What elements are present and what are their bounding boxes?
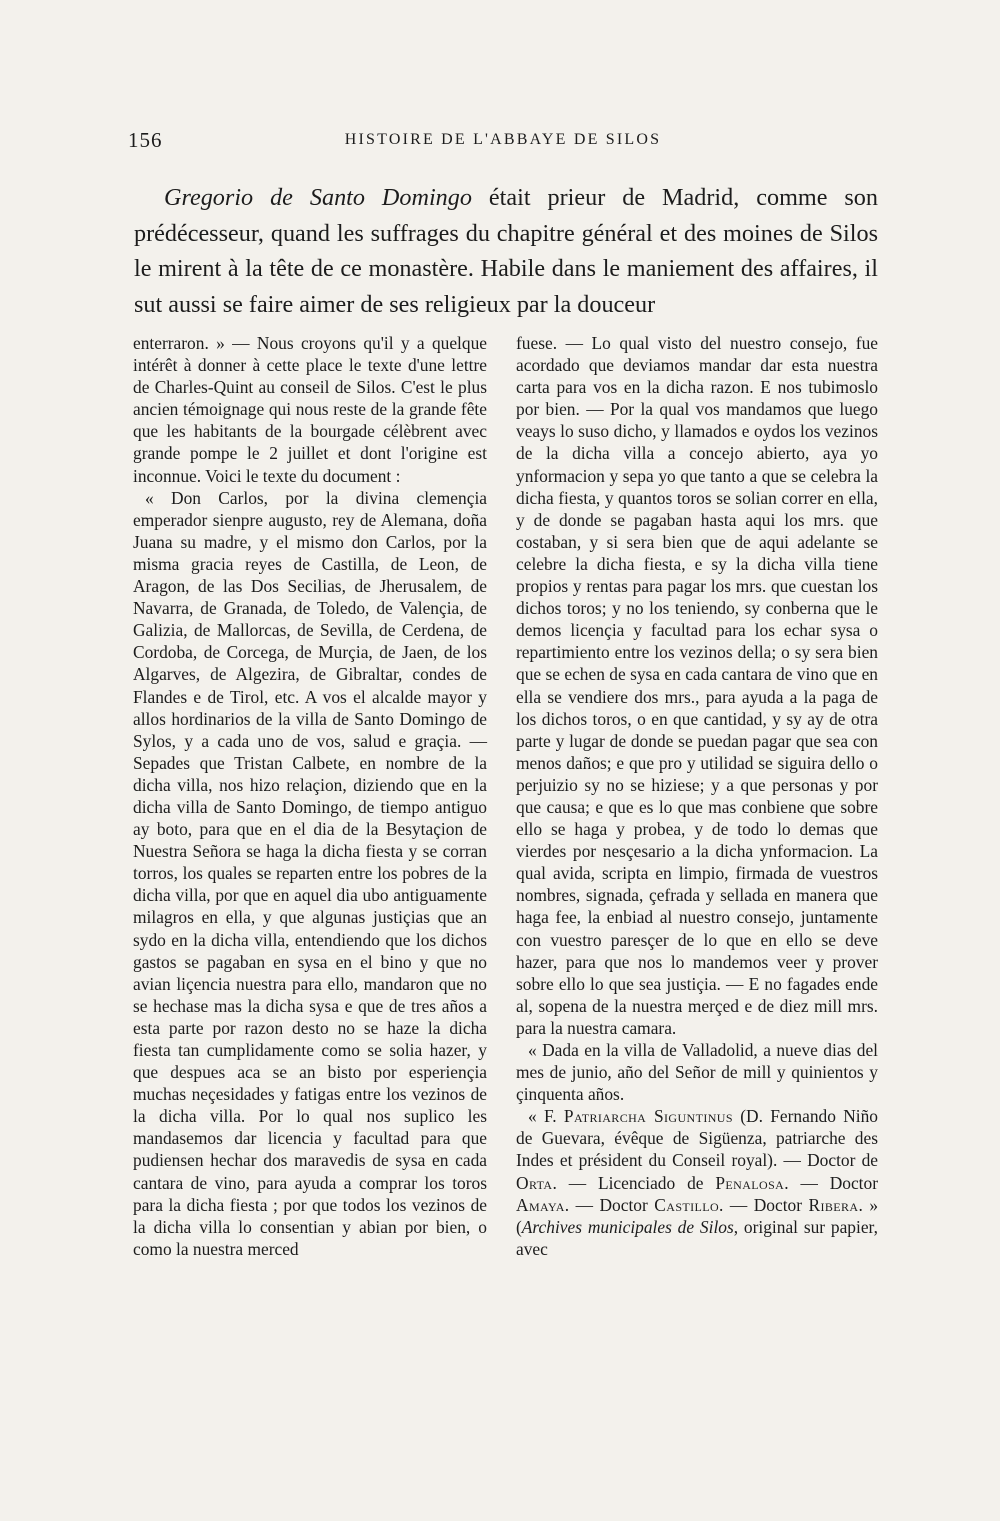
intro-paragraph bbox=[134, 180, 878, 322]
signatory-name: Ribera bbox=[808, 1194, 859, 1215]
right-paragraph-3 bbox=[516, 1105, 878, 1260]
right-column bbox=[516, 332, 878, 1260]
page-number: 156 bbox=[128, 128, 163, 152]
intro-text: était prieur de Madrid, comme son prédécesseur, quand les suffrages du chapitre général et des moines de Silos le mirent à la tête de ce monastère. Habile dans le maniement des affaires, il sut aussi se faire aimer de ses religieux par la douceur bbox=[134, 184, 878, 318]
intro-paragraph-block bbox=[134, 180, 878, 322]
archive-citation: Archives municipales de Silos bbox=[521, 1216, 734, 1237]
text-run: . — Licenciado de bbox=[552, 1172, 716, 1193]
signatory-name: Orta bbox=[516, 1172, 553, 1193]
text-run: (D. Fernando Niño de Guevara, évêque de Sigüenza, patriarche des Indes et président du Conseil royal). — Doctor de bbox=[516, 1106, 878, 1171]
text-run: . — Doctor bbox=[719, 1194, 809, 1215]
text-run: . » ( bbox=[516, 1194, 879, 1237]
page-header bbox=[128, 128, 878, 158]
right-paragraph-2: « Dada en la villa de Valladolid, a nueve dias del mes de junio, año del Señor de mill y quinientos y çinquenta años. bbox=[516, 1040, 878, 1105]
text-run: « F. bbox=[528, 1106, 564, 1127]
left-column bbox=[133, 332, 487, 1260]
signatory-name: Penalosa bbox=[715, 1172, 785, 1193]
text-run: , original sur papier, avec bbox=[516, 1216, 878, 1259]
signatory-name: Patriarcha Siguntinus bbox=[563, 1106, 733, 1127]
intro-name: Gregorio de Santo Domingo bbox=[164, 184, 472, 211]
left-paragraph-2: « Don Carlos, por la divina clemençia emperador sienpre augusto, rey de Alemana, doña Juana su madre, y el mismo don Carlos, por la misma gracia reyes de Castilla, de Leon, de Aragon, de las Dos Secilias, de Jherusalem, de Navarra, de Granada, de Toledo, de Valençia, de Galizia, de Mallorcas, de Sevilla, de Cerdena, de Cordoba, de Corcega, de Murçia, de Jaen, de los Algarves, de Algezira, de Gibraltar, condes de Flandes e de Tirol, etc. A vos el alcalde mayor y allos hordinarios de la villa de Santo Domingo de Sylos, y a cada uno de vos, salud e graçia. — Sepades que Tristan Calbete, en nombre de la dicha villa, nos hizo relaçion, diziendo que en la dicha villa de Santo Domingo, de tiempo antiguo ay boto, para que en el dia de la Besytaçion de Nuestra Señora se haga la dicha fiesta y se corran torros, los quales se reparten entre los pobres de la dicha villa, por que en aquel dia ubo antiguamente milagros en ella, y que algunas justiçias que an sydo en la dicha villa, entendiendo que los dichos gastos se pagaban en sysa en el bino y que no avian liçencia nuestra para ello, mandaron que no se hechase mas la dicha sysa e que de tres años a esta parte por razon desto no se haze la dicha fiesta tan cumplidamente como se solia hazer, y que despues aca se an bisto por esperiençia muchas neçesidades y fatigas entre los vezinos de la dicha villa. Por lo qual nos suplico les mandasemos dar licencia y facultad para que pudiensen hechar dos maravedis de sysa en cada cantara de vino, para ayuda a comprar los toros para la dicha fiesta ; por que todos los vezinos de la dicha villa lo consentian y abian por bien, o como la nuestra merced bbox=[133, 487, 487, 1259]
right-paragraph-1: fuese. — Lo qual visto del nuestro consejo, fue acordado que deviamos mandar dar esta nuestra carta para vos en la dicha razon. E nos tubimoslo por bien. — Por la qual vos mandamos que luego veays lo suso dicho, y llamados e oydos los vezinos de la dicha villa a concejo abierto, aya yo ynformacion y sepa yo que tanto a que se celebra la dicha fiesta, y quantos toros se solian correr en ella, y de donde se pagaban hasta aqui los mrs. que costaban, y si sera bien que de aqui adelante se celebre la dicha fiesta, e sy la dicha villa tiene propios y rentas para pagar los mrs. que cuestan los dichos toros; y no los teniendo, sy conberna que le demos licençia y facultad para los echar sysa o repartimiento entre los vezinos della; o sy sera bien que se echen de sysa en cada cantara de vino que en ella se vendiere dos mrs., para ayuda a la paga de los dichos toros, o en que cantidad, y sy ay de otra parte y lugar de donde se puedan pagar que sea con menos daños; e que pro y utilidad se siguira dello o perjuizio sy no se hiziese; y a que personas y por que causa; e que es lo que mas conbiene que sobre ello se haga y probea, y de todo lo demas que vierdes por nesçesario a la dicha ynformacion. La qual avida, scripta en limpio, firmada de vuestros nombres, signada, çefrada y sellada en manera que haga fee, la enbiad al nuestro consejo, juntamente con vuestro paresçer de lo que en ello se deve hazer, para que nos lo mandemos veer y prover sobre ello lo que sea justiçia. — E no fagades ende al, sopena de la nuestra merçed e de diez mill mrs. para la nuestra camara. bbox=[516, 333, 878, 1038]
running-title: HISTOIRE DE L'ABBAYE DE SILOS bbox=[344, 131, 662, 148]
text-run: . — Doctor bbox=[564, 1194, 655, 1215]
left-paragraph-1: enterraron. » — Nous croyons qu'il y a quelque intérêt à donner à cette place le texte d'une lettre de Charles-Quint au conseil de Silos. C'est le plus ancien témoignage qui nous reste de la grande fête que les habitants de la bourgade célèbrent avec grande pompe le 2 juillet et dont l'origine est inconnue. Voici le texte du document : bbox=[133, 333, 487, 486]
text-run: . — Doctor bbox=[784, 1172, 878, 1193]
signatory-name: Castillo bbox=[654, 1194, 720, 1215]
signatory-name: Amaya bbox=[516, 1194, 565, 1215]
